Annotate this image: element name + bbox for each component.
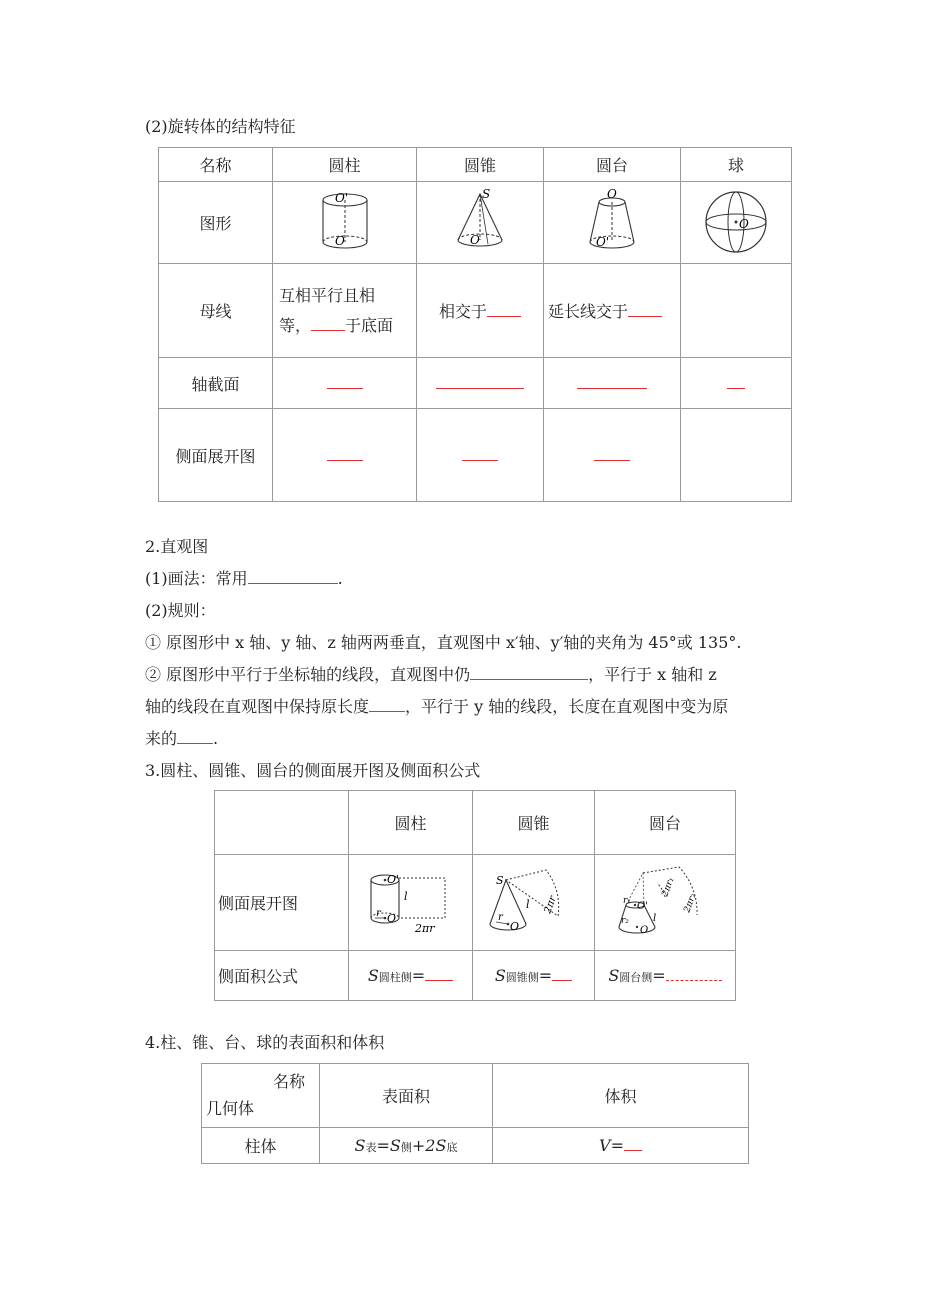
surface-sub-side: 侧 [400,1141,412,1154]
row-label-generatrix: 母线 [159,264,273,358]
cone-figure-cell [417,182,544,264]
prism-surface-formula [320,1128,493,1164]
surface-s: S [354,1136,366,1155]
cylinder-top-label: O' [334,190,348,205]
section4-heading: 4.柱、锥、台、球的表面积和体积 [145,1033,385,1052]
cone-development-figure [484,864,584,938]
rule2-text-a: ② 原图形中平行于坐标轴的线段，直观图中仍 [145,665,471,684]
method-line [145,569,343,589]
blank-cylinder-generatrix[interactable] [311,316,345,331]
sphere-center-label: O [739,216,749,231]
header-frustum: 圆台 [544,148,681,182]
cone3-r-label: r [497,911,503,923]
cyl3-r-label: r [375,907,381,919]
cylinder-figure-cell [273,182,417,264]
cyl3-2pir-label: 2πr [414,921,434,935]
rule2-line2 [145,697,728,717]
cylinder-generatrix-line1: 互相平行且相 [279,285,376,305]
surface-eq-s: =S [376,1136,401,1155]
cyl-formula-s: S [367,966,379,985]
frus3-r1-label: r₁ [623,895,631,906]
blank-cone-axial[interactable] [436,387,524,389]
corner-top-label: 名称 [272,1072,305,1091]
frustum-figure-cell [544,182,681,264]
volume-v: V= [599,1136,624,1155]
header-cone: 圆锥 [417,148,544,182]
cone-axial-cell [417,358,544,409]
rule2-text-e: 来的 [145,729,178,748]
blank-volume[interactable] [624,1136,642,1151]
row-label-lateral-development: 侧面展开图 [159,409,273,502]
frus3-r2-label: r₂ [621,915,629,926]
cone3-2pir-label: 2πr [541,894,559,915]
cylinder-formula-cell [349,951,473,1001]
cone-apex-label: S [482,187,491,201]
blank-frus-formula[interactable] [666,966,722,981]
frus3-2pir1-label: 2πr₁ [660,875,677,898]
blank-frustum-generatrix[interactable] [628,302,662,317]
cone-generatrix [417,264,544,358]
cyl3-top-label: O' [386,872,399,886]
blank-method[interactable] [248,569,338,584]
header-surface: 表面积 [320,1064,493,1128]
frustum-dev-cell [544,409,681,502]
cone-formula-cell [473,951,595,1001]
rules-heading: (2)规则： [145,601,216,620]
blank-frustum-axial[interactable] [577,387,647,389]
section2-heading: 2.直观图 [145,537,209,556]
cone-formula-sub: 圆锥侧 [505,971,539,984]
blank-cone-dev[interactable] [462,459,498,461]
sphere-axial-cell [681,358,792,409]
header-name: 名称 [159,148,273,182]
frustum-development-figure [613,863,717,939]
surface-sub-base: 底 [446,1141,458,1154]
blank-sphere-axial[interactable] [727,387,745,389]
rule2-line1 [145,665,717,685]
blank-rule2-parallel[interactable] [470,665,588,680]
frus-formula-sub: 圆台侧 [619,971,653,984]
surface-volume-table [201,1063,749,1164]
header-cylinder-3: 圆柱 [349,791,473,855]
blank-rule2-half[interactable] [177,729,213,744]
sphere-dev-cell [681,409,792,502]
cone3-s-label: S [495,873,504,887]
cone3-l-label: l [525,897,530,911]
header-cone-3: 圆锥 [473,791,595,855]
frustum-axial-cell [544,358,681,409]
cylinder-generatrix-line2a: 等， [279,315,312,335]
cone-dev-cell [417,409,544,502]
cone-generatrix-text: 相交于 [438,302,487,321]
blank-cyl-formula[interactable] [425,966,453,981]
cone-formula-s: S [494,966,506,985]
lateral-area-table [214,790,736,1001]
surface-sub-total: 表 [365,1141,377,1154]
cyl3-l-label: l [403,889,408,903]
cone-base-label: O [470,232,480,247]
frus-formula-eq: = [652,966,666,985]
cyl3-bottom-label: O [386,911,396,925]
cylinder-figure [315,188,375,254]
cylinder-dev-cell [273,409,417,502]
frustum-formula-cell [595,951,736,1001]
frustum-dev-figure-cell [595,855,736,951]
row-label-figure: 图形 [159,182,273,264]
section3-heading: 3.圆柱、圆锥、圆台的侧面展开图及侧面积公式 [145,761,481,780]
blank-frustum-dev[interactable] [594,459,630,461]
rule2-text-d: ，平行于 y 轴的线段，长度在直观图中变为原 [405,697,729,716]
method-text: (1)画法：常用 [145,569,248,588]
rule2-text-c: 轴的线段在直观图中保持原长度 [145,697,370,716]
header-cylinder: 圆柱 [273,148,417,182]
cylinder-generatrix-line2b: 于底面 [345,315,394,335]
surface-plus-2s: +2S [411,1136,447,1155]
cylinder-generatrix [273,264,417,358]
sphere-generatrix [681,264,792,358]
frus3-2pir2-label: 2πr₂ [682,891,699,914]
header-sphere: 球 [681,148,792,182]
blank-cylinder-axial[interactable] [327,387,363,389]
blank-cone-formula[interactable] [552,966,572,981]
row-label-prism: 柱体 [202,1128,320,1164]
header-volume: 体积 [493,1064,749,1128]
blank-cylinder-dev[interactable] [327,459,363,461]
frustum-generatrix [544,264,681,358]
rule1: ① 原图形中 x 轴、y 轴、z 轴两两垂直，直观图中 x′轴、y′轴的夹角为 45°或 135°. [145,633,742,652]
sphere-figure [700,188,772,254]
row-label-formula: 侧面积公式 [215,951,349,1001]
frus3-top-label: O' [637,900,648,912]
cylinder-development-figure [361,866,461,936]
blank-rule2-length[interactable] [369,697,405,712]
cylinder-bottom-label: O [334,233,345,248]
cyl-formula-eq: = [411,966,426,985]
rule2-text-b: ，平行于 x 轴和 z [588,665,717,684]
cone-formula-eq: = [538,966,553,985]
corner-cell [202,1064,320,1128]
prism-volume-formula [493,1128,749,1164]
frus3-l-label: l [653,912,657,924]
frus-formula-s: S [608,966,620,985]
header-frustum-3: 圆台 [595,791,736,855]
rule2-line3 [145,729,218,749]
corner-empty [215,791,349,855]
rule2-text-f: . [213,729,219,748]
cone3-o-label: O [509,919,519,933]
cylinder-dev-figure-cell [349,855,473,951]
cone-dev-figure-cell [473,855,595,951]
blank-cone-generatrix[interactable] [487,302,521,317]
frustum-bottom-label: O' [596,234,610,249]
frustum-generatrix-text: 延长线交于 [548,302,629,321]
section1-heading: (2)旋转体的结构特征 [145,117,296,136]
sphere-figure-cell [681,182,792,264]
row-label-development: 侧面展开图 [215,855,349,951]
row-label-axial-section: 轴截面 [159,358,273,409]
frustum-top-label: O [607,187,617,201]
method-period: . [337,569,343,588]
rotation-body-table [158,147,792,502]
cone-figure [450,188,510,254]
cyl-formula-sub: 圆柱侧 [378,971,412,984]
corner-bottom-label: 几何体 [206,1099,255,1118]
frustum-figure [582,188,642,254]
frus3-bottom-label: O [640,924,649,936]
cylinder-axial-cell [273,358,417,409]
